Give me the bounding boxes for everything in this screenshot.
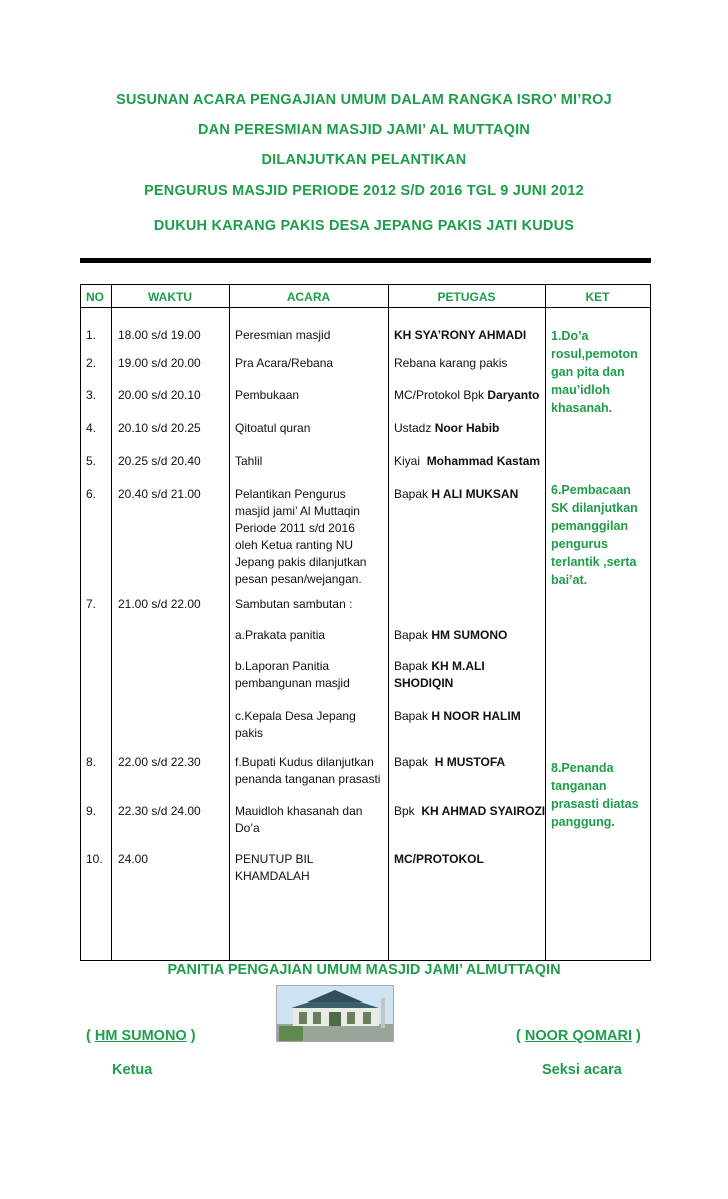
row-acara: [235, 355, 387, 372]
petugas-name: H ALI MUKSAN: [431, 487, 519, 501]
chairman-role: Ketua: [112, 1062, 153, 1078]
petugas-name: KH SYA’RONY AHMADI: [394, 328, 527, 342]
petugas-name: KH AHMAD SYAIROZI: [421, 804, 546, 818]
chairman-name: HM SUMONO: [94, 1028, 187, 1044]
col-header-waktu: WAKTU: [148, 290, 192, 304]
petugas-prefix: Rebana karang pakis: [394, 356, 508, 370]
acara-line: masjid jami’ Al Muttaqin: [235, 504, 360, 518]
acara-line: pembangunan masjid: [235, 676, 350, 690]
row-petugas: [394, 658, 546, 692]
acara-line: PENUTUP BIL KHAMDALAH: [235, 852, 314, 883]
row-waktu: 24.00: [118, 852, 149, 866]
acara-line: Pra Acara/Rebana: [235, 356, 334, 370]
row-waktu: 18.00 s/d 19.00: [118, 328, 201, 342]
title-line-4: PENGURUS MASJID PERIODE 2012 S/D 2016 TGL 9 JUNI 2012: [144, 183, 584, 199]
mosque-photo: [276, 985, 394, 1042]
row-petugas: [394, 851, 546, 868]
header-divider: [80, 258, 651, 263]
row-acara: [235, 851, 387, 885]
row-no: 4.: [86, 421, 97, 435]
row-acara: [235, 754, 387, 788]
table-border-left: [80, 284, 81, 961]
row-acara: [235, 708, 387, 742]
row-waktu: 20.40 s/d 21.00: [118, 487, 201, 501]
acara-line: Do’a: [235, 821, 260, 835]
petugas-name: MC/PROTOKOL: [394, 852, 484, 866]
row-petugas: [394, 327, 546, 344]
row-waktu: 20.25 s/d 20.40: [118, 454, 201, 468]
petugas-name: Mohammad Kastam: [426, 454, 541, 468]
petugas-prefix: Bapak: [394, 755, 435, 769]
acara-line: pesan pesan/wejangan.: [235, 572, 362, 586]
row-acara: [235, 596, 387, 613]
row-petugas: [394, 627, 546, 644]
row-petugas: [394, 453, 546, 470]
petugas-prefix: Bapak: [394, 628, 432, 642]
col-divider-3: [388, 284, 389, 961]
acara-line: Sambutan sambutan :: [235, 597, 353, 611]
col-header-petugas: PETUGAS: [437, 290, 496, 304]
row-acara: [235, 387, 387, 404]
petugas-name: KH M.ALI SHODIQIN: [394, 659, 485, 690]
acara-line: Pelantikan Pengurus: [235, 487, 346, 501]
row-waktu: 20.00 s/d 20.10: [118, 388, 201, 402]
petugas-prefix: Bpk: [394, 804, 422, 818]
row-waktu: 19.00 s/d 20.00: [118, 356, 201, 370]
acara-line: a.Prakata panitia: [235, 628, 326, 642]
row-no: 5.: [86, 454, 97, 468]
col-divider-2: [229, 284, 230, 961]
row-acara: [235, 627, 387, 644]
row-acara: [235, 327, 387, 344]
acara-line: Peresmian masjid: [235, 328, 331, 342]
petugas-prefix: Bapak: [394, 709, 432, 723]
row-petugas: [394, 387, 546, 404]
acara-line: Tahlil: [235, 454, 263, 468]
signature-right-name: ( NOOR QOMARI ): [516, 1028, 641, 1044]
row-no: 3.: [86, 388, 97, 402]
acara-line: penanda tanganan prasasti: [235, 772, 381, 786]
table-border-right: [650, 284, 651, 961]
petugas-prefix: Ustadz: [394, 421, 435, 435]
row-acara: [235, 453, 387, 470]
acara-line: Pembukaan: [235, 388, 300, 402]
row-no: 2.: [86, 356, 97, 370]
acara-line: Jepang pakis dilanjutkan: [235, 555, 367, 569]
row-petugas: [394, 803, 546, 820]
petugas-name: Daryanto: [487, 388, 540, 402]
petugas-name: HM SUMONO: [431, 628, 508, 642]
ket-note-3: 8.Penanda tanganan prasasti diatas panggung.: [551, 761, 639, 829]
ket-note-2: 6.Pembacaan SK dilanjutkan pemanggilan pengurus terlantik ,serta bai’at.: [551, 483, 638, 587]
petugas-name: Noor Habib: [434, 421, 500, 435]
petugas-prefix: MC/Protokol Bpk: [394, 388, 488, 402]
row-no: 9.: [86, 804, 97, 818]
row-no: 6.: [86, 487, 97, 501]
event-section-name: NOOR QOMARI: [524, 1028, 632, 1044]
ket-note-1: 1.Do’a rosul,pemoton gan pita dan mau’idloh khasanah.: [551, 329, 638, 415]
col-header-ket: KET: [585, 290, 610, 304]
row-petugas: [394, 754, 546, 771]
row-waktu: 22.30 s/d 24.00: [118, 804, 201, 818]
col-header-acara: ACARA: [286, 290, 331, 304]
row-no: 7.: [86, 597, 97, 611]
row-no: 1.: [86, 328, 97, 342]
title-line-1: SUSUNAN ACARA PENGAJIAN UMUM DALAM RANGKA ISRO’ MI’ROJ: [116, 92, 612, 108]
title-line-3: DILANJUTKAN PELANTIKAN: [261, 152, 467, 168]
petugas-name: H NOOR HALIM: [431, 709, 521, 723]
table-border-top: [80, 284, 651, 285]
title-line-2: DAN PERESMIAN MASJID JAMI’ AL MUTTAQIN: [198, 122, 530, 138]
title-line-5: DUKUH KARANG PAKIS DESA JEPANG PAKIS JATI KUDUS: [153, 218, 575, 234]
row-no: 8.: [86, 755, 97, 769]
acara-line: c.Kepala Desa Jepang pakis: [235, 709, 356, 740]
row-petugas: [394, 420, 546, 437]
event-section-role: Seksi acara: [542, 1062, 622, 1078]
row-waktu: 22.00 s/d 22.30: [118, 755, 201, 769]
col-divider-1: [111, 284, 112, 961]
row-petugas: [394, 486, 546, 503]
table-header-divider: [80, 307, 651, 308]
row-waktu: 21.00 s/d 22.00: [118, 597, 201, 611]
row-acara: [235, 658, 387, 692]
row-acara: [235, 420, 387, 437]
row-acara: [235, 486, 387, 588]
col-header-no: NO: [86, 290, 104, 304]
acara-line: f.Bupati Kudus dilanjutkan: [235, 755, 374, 769]
petugas-prefix: Kiyai: [394, 454, 427, 468]
petugas-name: H MUSTOFA: [434, 755, 506, 769]
committee-title: PANITIA PENGAJIAN UMUM MASJID JAMI’ ALMUTTAQIN: [167, 962, 561, 978]
row-petugas: [394, 355, 546, 372]
acara-line: Periode 2011 s/d 2016: [235, 521, 355, 535]
acara-line: Qitoatul quran: [235, 421, 311, 435]
petugas-prefix: Bapak: [394, 659, 432, 673]
row-no: 10.: [86, 852, 103, 866]
acara-line: b.Laporan Panitia: [235, 659, 330, 673]
row-waktu: 20.10 s/d 20.25: [118, 421, 201, 435]
acara-line: Mauidloh khasanah dan: [235, 804, 363, 818]
table-border-bottom: [80, 960, 651, 961]
signature-left-name: ( HM SUMONO ): [86, 1028, 196, 1044]
acara-line: oleh Ketua ranting NU: [235, 538, 354, 552]
petugas-prefix: Bapak: [394, 487, 432, 501]
row-petugas: [394, 708, 546, 725]
row-acara: [235, 803, 387, 837]
